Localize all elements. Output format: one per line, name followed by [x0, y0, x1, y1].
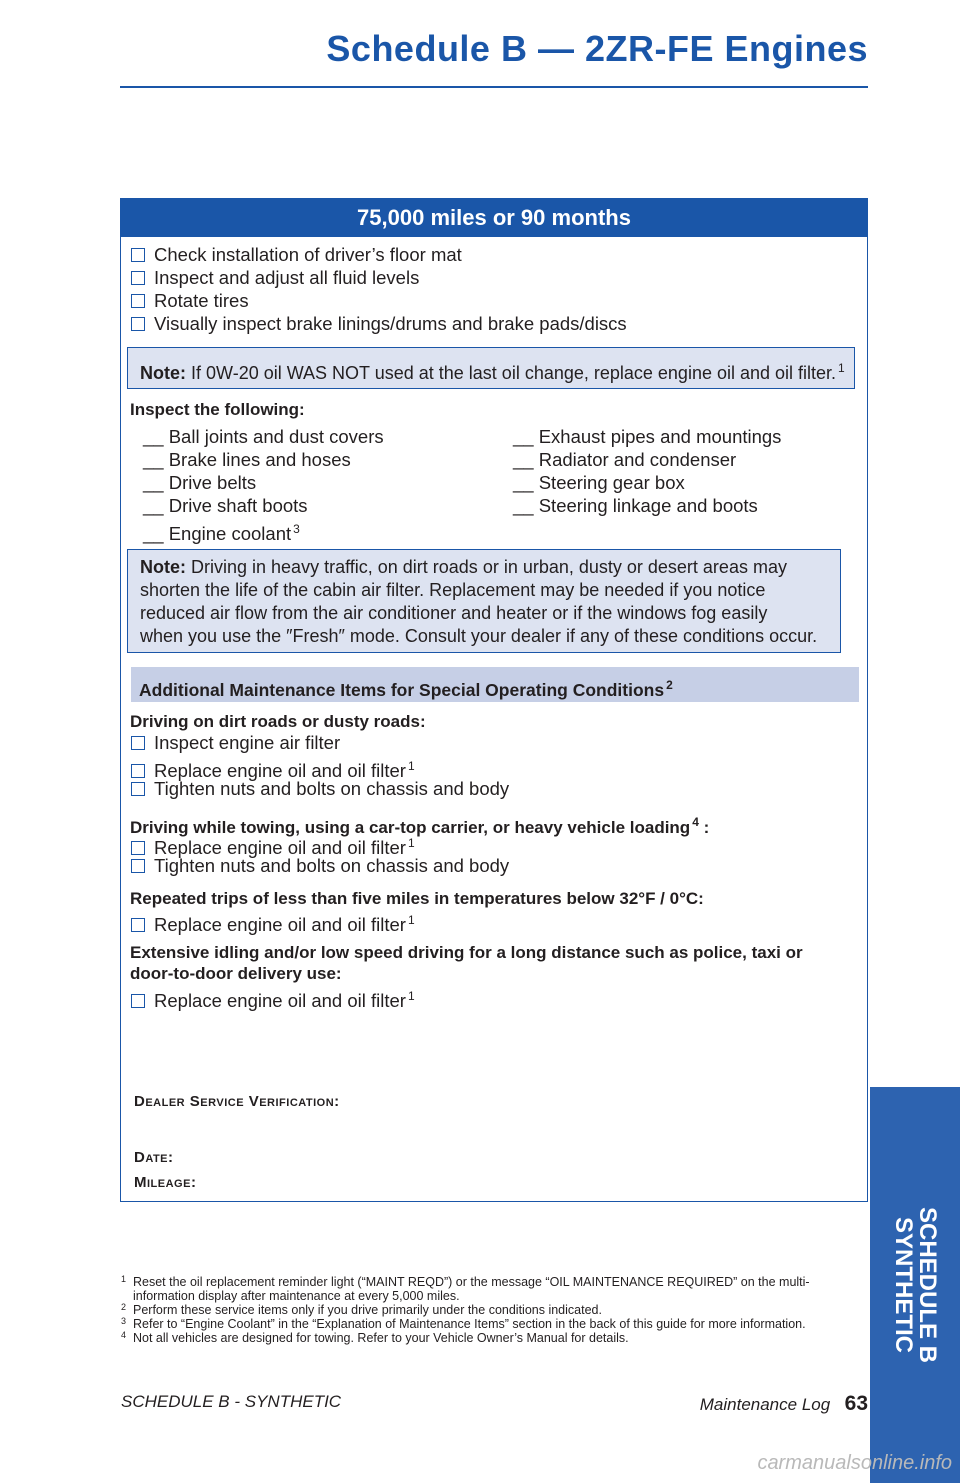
checkbox[interactable] — [131, 248, 145, 262]
checkbox[interactable] — [131, 294, 145, 308]
checklist-item: Replace engine oil and oil filter $^1$ — [131, 909, 415, 936]
checklist-item: Replace engine oil and oil filter $^1$ — [131, 832, 415, 859]
idling-heading: Extensive idling and/or low speed driving for a long distance such as police, taxi or — [130, 943, 803, 962]
checkbox[interactable] — [131, 859, 145, 873]
footnote: 3 Refer to “Engine Coolant” in the “Explanation of Maintenance Items” section in the back of this guide for more information. — [121, 1316, 806, 1331]
checkbox[interactable] — [131, 271, 145, 285]
page-number: 63 — [844, 1392, 868, 1415]
checkbox[interactable] — [131, 764, 145, 778]
short-trips-heading: Repeated trips of less than five miles in temperatures below 32°F / 0°C: — [130, 889, 704, 908]
checklist-item: Inspect and adjust all fluid levels — [131, 267, 419, 289]
checkbox[interactable] — [131, 994, 145, 1008]
inspect-item: __ Drive belts — [143, 472, 257, 493]
footer-section-label: SCHEDULE B - SYNTHETIC — [121, 1392, 342, 1411]
watermark: carmanualsonline.info — [757, 1452, 952, 1474]
checkbox[interactable] — [131, 317, 145, 331]
mileage-label: Mileage: — [134, 1174, 197, 1191]
checklist-item: Tighten nuts and bolts on chassis and body — [131, 855, 509, 877]
page-title: Schedule B — 2ZR-FE Engines — [326, 28, 868, 69]
footnote: 4 Not all vehicles are designed for towing. Refer to your Vehicle Owner’s Manual for details. — [121, 1330, 629, 1345]
checkbox[interactable] — [131, 736, 145, 750]
dirt-roads-heading: Driving on dirt roads or dusty roads: — [130, 712, 426, 731]
inspect-item: __ Steering linkage and boots — [513, 495, 758, 516]
checkbox[interactable] — [131, 782, 145, 796]
footer-page-info: Maintenance Log 63 — [699, 1392, 868, 1415]
footnotes — [121, 1275, 861, 1345]
idling-heading-cont: door-to-door delivery use: — [130, 964, 342, 983]
interval-header: 75,000 miles or 90 months — [121, 199, 867, 237]
checklist-item: Check installation of driver’s floor mat — [131, 244, 462, 266]
checkbox[interactable] — [131, 841, 145, 855]
checklist-item: Inspect engine air filter — [131, 732, 340, 754]
section-side-tab[interactable]: SCHEDULE B SYNTHETIC — [870, 1087, 960, 1483]
dealer-verification-label: Dealer Service Verification: — [134, 1093, 340, 1110]
checkbox[interactable] — [131, 918, 145, 932]
checklist-item: Replace engine oil and oil filter $^1$ — [131, 985, 415, 1012]
checklist-item: Visually inspect brake linings/drums and brake pads/discs — [131, 313, 627, 335]
footnote: 2 Perform these service items only if you drive primarily under the conditions indicated. — [121, 1302, 602, 1317]
inspect-item: __ Exhaust pipes and mountings — [513, 426, 782, 447]
inspect-item: __ Drive shaft boots — [143, 495, 308, 516]
title-rule — [120, 86, 868, 88]
special-conditions-band: Additional Maintenance Items for Special Operating Conditions $^2$ — [131, 667, 859, 702]
cabin-filter-note: Note: Driving in heavy traffic, on dirt roads or in urban, dusty or desert areas may shorten the life of the cabin air filter. Replacement may be needed if you notice reduced air flow from the air conditioner and heater or if the windows fog easily when you use the ″Fresh″ mode. Consult your dealer if any of these conditions occur. — [127, 549, 841, 653]
inspect-heading: Inspect the following: — [130, 400, 305, 419]
checklist-item: Tighten nuts and bolts on chassis and body — [131, 778, 509, 800]
inspect-item: __ Brake lines and hoses — [143, 449, 351, 470]
inspect-item: __ Steering gear box — [513, 472, 685, 493]
schedule-box — [120, 198, 868, 1202]
footnote: 1 Reset the oil replacement reminder light (“MAINT REQD”) or the message “OIL MAINTENANCE REQUIRED” on the multi-information display after maintenance at every 5,000 miles. — [121, 1274, 810, 1303]
towing-heading: Driving while towing, using a car-top carrier, or heavy vehicle loading $^4$ : — [130, 815, 710, 837]
inspect-item: __ Ball joints and dust covers — [143, 426, 384, 447]
oil-note: Note: If 0W-20 oil WAS NOT used at the last oil change, replace engine oil and oil filter. $^1$ — [127, 347, 855, 389]
checklist-item: Replace engine oil and oil filter $^1$ — [131, 755, 415, 782]
date-label: Date: — [134, 1149, 174, 1166]
inspect-item: __ Radiator and condenser — [513, 449, 737, 470]
checklist-item: Rotate tires — [131, 290, 249, 312]
inspect-item: __ Engine coolant $^3$ — [143, 522, 300, 544]
